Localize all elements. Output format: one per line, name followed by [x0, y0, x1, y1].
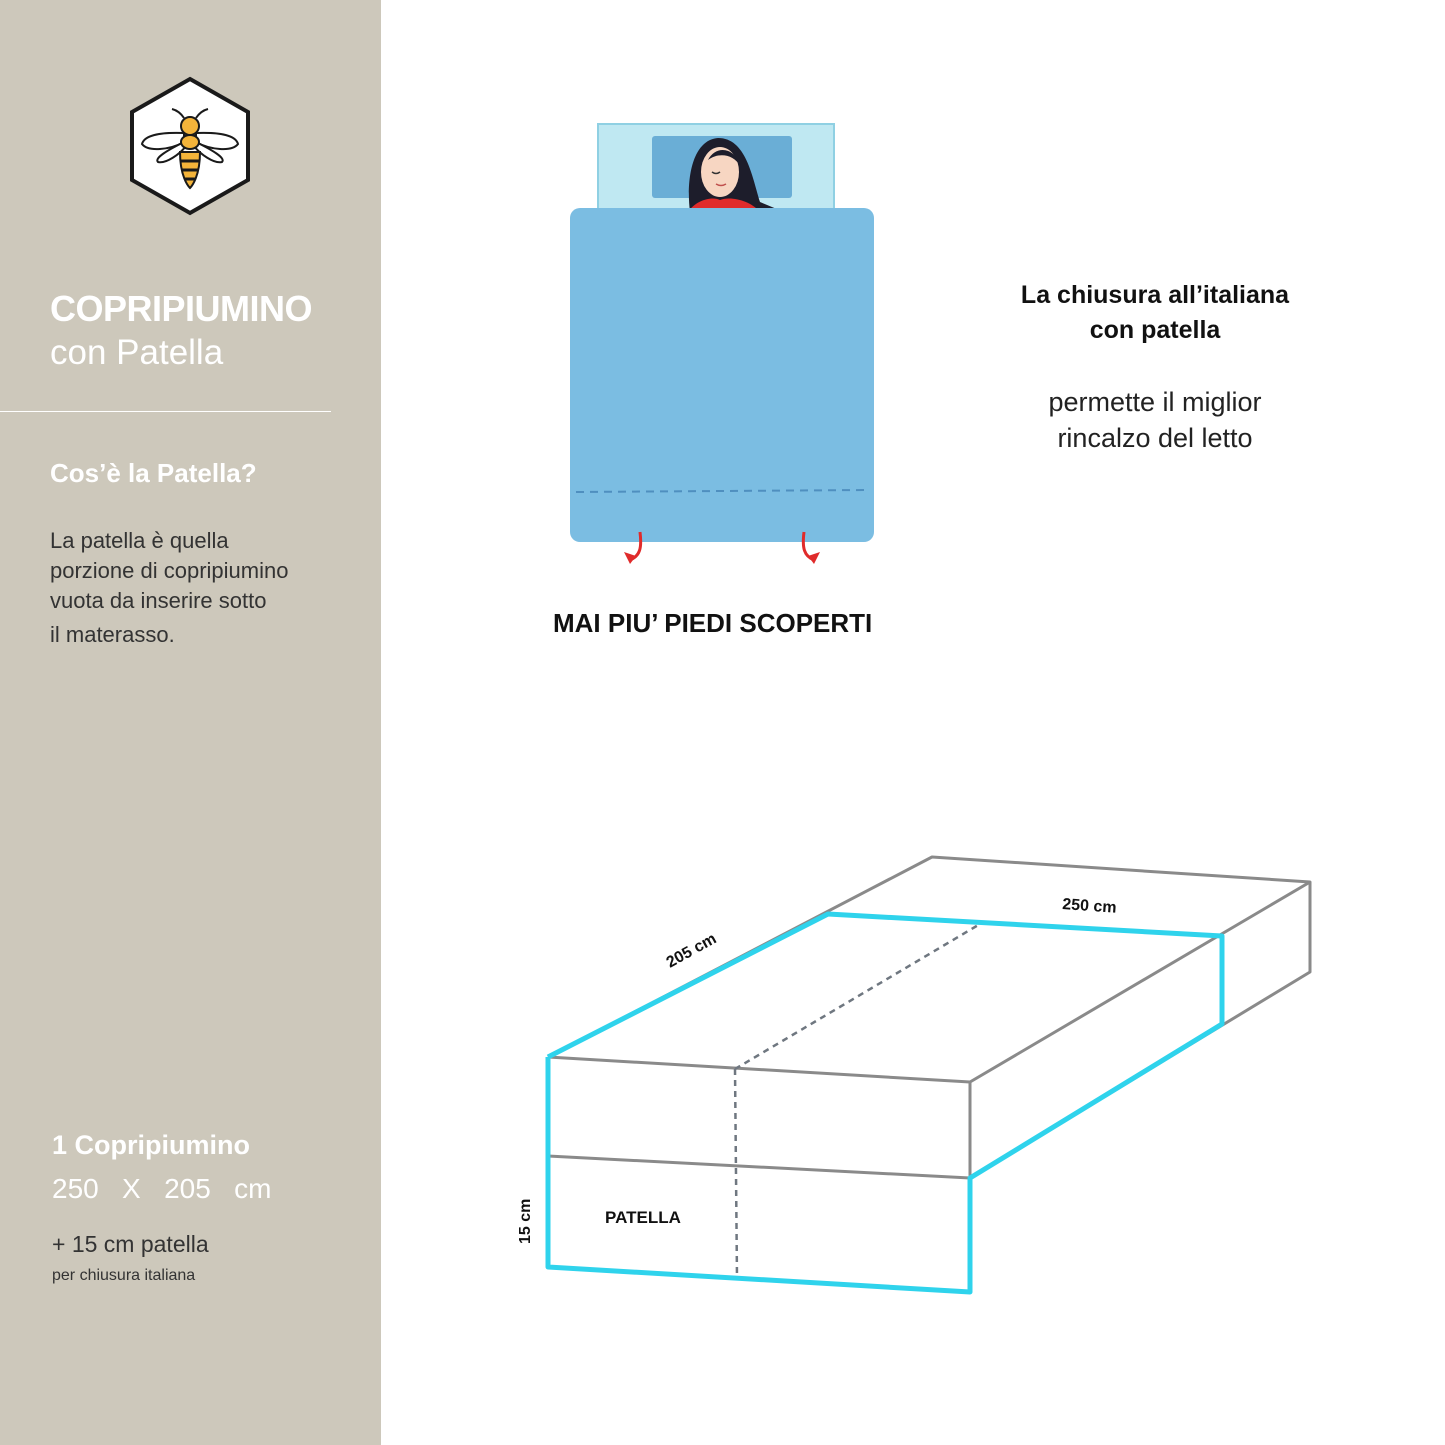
- patella-label: PATELLA: [605, 1208, 681, 1227]
- closure-description: [985, 384, 1325, 456]
- bed-illustration: [560, 120, 890, 570]
- product-dimensions: 250 X 205 cm: [52, 1173, 272, 1204]
- bee-logo-icon: [128, 76, 252, 216]
- duvet-outline: [548, 914, 1222, 1292]
- description-line: porzione di copripiumino: [50, 558, 289, 583]
- closure-title-line: con patella: [1089, 316, 1221, 344]
- question-heading: Cos’è la Patella?: [50, 458, 257, 488]
- description-line: vuota da inserire sotto: [50, 588, 267, 613]
- slogan: MAI PIU’ PIEDI SCOPERTI: [553, 608, 873, 638]
- patella-size: + 15 cm patella: [52, 1231, 209, 1257]
- closure-body-line: rincalzo del letto: [1057, 423, 1253, 453]
- mattress-diagram: [500, 840, 1330, 1340]
- fold-line: [735, 924, 980, 1278]
- product-title: COPRIPIUMINO: [50, 288, 313, 329]
- closure-body-line: permette il miglior: [1048, 387, 1262, 417]
- width-label: 205 cm: [663, 930, 720, 972]
- product-count: 1 Copripiumino: [52, 1130, 250, 1160]
- product-subtitle: con Patella: [50, 333, 224, 372]
- sidebar-panel: [0, 0, 381, 1445]
- divider: [0, 411, 331, 412]
- closure-title: [985, 278, 1325, 348]
- length-label: 250 cm: [1061, 896, 1118, 917]
- patella-note: per chiusura italiana: [52, 1267, 196, 1284]
- description-line: il materasso.: [50, 622, 175, 647]
- patella-description: [50, 526, 350, 650]
- description-line: La patella è quella: [50, 528, 229, 553]
- height-label: 15 cm: [517, 1198, 534, 1244]
- closure-title-line: La chiusura all’italiana: [1020, 281, 1290, 309]
